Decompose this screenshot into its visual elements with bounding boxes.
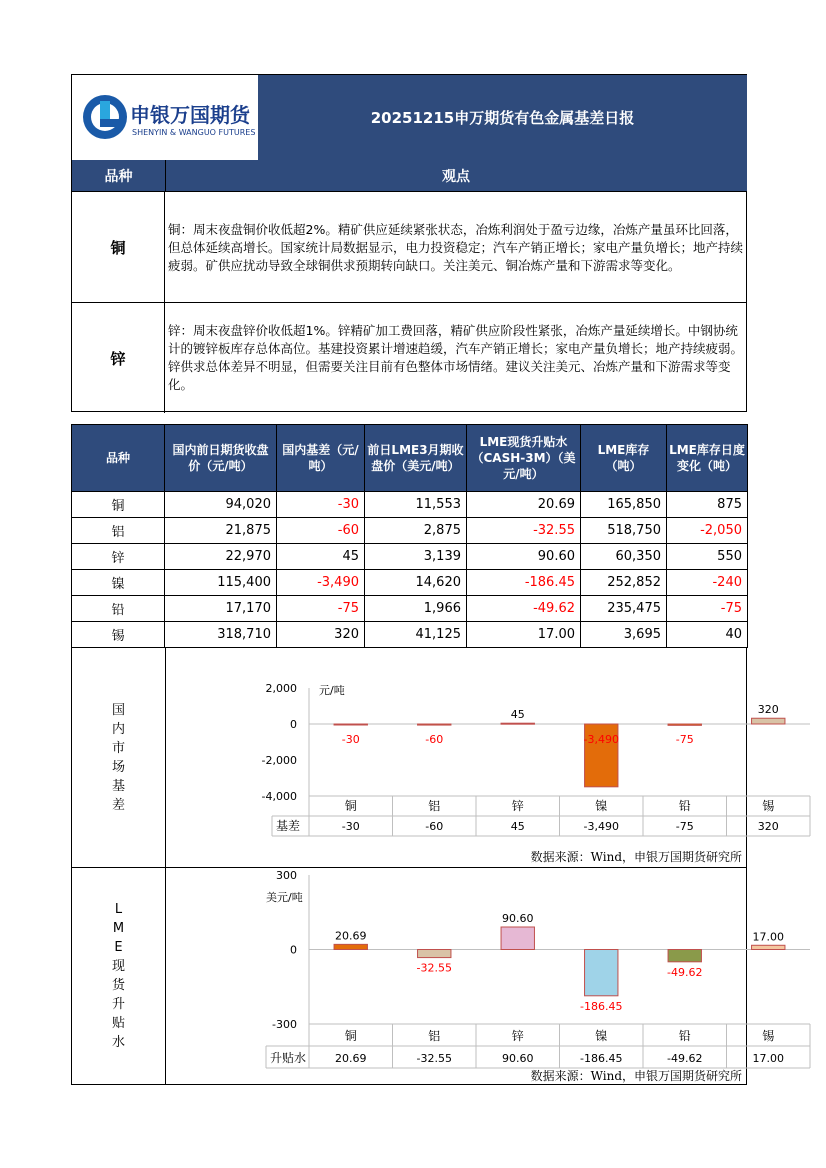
bar [334, 724, 367, 725]
y-tick-label: -300 [272, 1018, 297, 1031]
table-cell: 518,750 [581, 518, 667, 544]
table-header-cell: 前日LME3月期收盘价（美元/吨） [365, 425, 467, 492]
table-row [72, 622, 748, 648]
data-label: 320 [757, 703, 779, 717]
y-tick-label: 0 [290, 718, 297, 731]
table-cell: -240 [667, 570, 748, 596]
table-row [72, 518, 748, 544]
y-tick-label: 2,000 [265, 682, 297, 695]
y-axis-unit-label: 元/吨 [319, 684, 345, 697]
bar [752, 945, 785, 949]
table-header-cell: LME现货升贴水（CASH-3M）（美元/吨） [467, 425, 581, 492]
view-row-name: 铜 [72, 192, 165, 303]
table-row [72, 492, 748, 518]
table-cell: -2,050 [667, 518, 748, 544]
table-cell: 11,553 [365, 492, 467, 518]
table-value-label: -186.45 [580, 1052, 623, 1065]
table-value-label: -30 [341, 820, 360, 833]
data-label: 20.69 [335, 929, 367, 943]
table-cell: 21,875 [165, 518, 277, 544]
x-category-label: 铜 [344, 1029, 357, 1043]
table-cell: 318,710 [165, 622, 277, 648]
series-name-label: 升贴水 [270, 1051, 307, 1065]
report-title: 20251215申万期货有色金属基差日报 [258, 75, 747, 160]
report-header-block [71, 74, 747, 412]
views-header-row [72, 160, 747, 191]
bar [418, 950, 451, 958]
basis-data-table [71, 424, 748, 648]
bar [501, 927, 534, 949]
view-row-copper [72, 191, 747, 303]
view-row-text: 锌：周末夜盘锌价收低超1%。锌精矿加工费回落，精矿供应阶段性紧张，冶炼产量延续增长。中钢协统计的镀锌板库存总体高位。基建投资累计增速趋缓，汽车产销正增长；家电产量负增长；地产持续疲弱。锌供求总体差异不明显，但需要关注目前有色整体市场情绪。建议关注美元、冶炼产量和下游需求等变化。 [168, 323, 744, 392]
y-tick-label: 300 [276, 869, 297, 882]
table-cell: 45 [277, 544, 365, 570]
bar [418, 724, 451, 725]
table-value-label: -32.55 [416, 1052, 452, 1065]
table-header-cell: LME库存（吨） [581, 425, 667, 492]
view-row-text: 铜：周末夜盘铜价收低超2%。精矿供应延续紧张状态，冶炼利润处于盈亏边缘，冶炼产量虽环比回落，但总体延续高增长。国家统计局数据显示，电力投资稳定；汽车产销正增长；家电产量负增长；地产持续疲弱。矿供应扰动导致全球铜供求预期转向缺口。关注美元、铜冶炼产量和下游需求等变化。 [168, 221, 744, 273]
table-cell: 875 [667, 492, 748, 518]
bar [752, 718, 785, 724]
data-label: -60 [425, 733, 444, 746]
data-label: 17.00 [752, 930, 784, 944]
table-cell: 165,850 [581, 492, 667, 518]
table-value-label: -75 [675, 820, 694, 833]
x-category-label: 锌 [511, 1029, 524, 1043]
table-value-label: -49.62 [667, 1052, 703, 1065]
table-cell: 60,350 [581, 544, 667, 570]
table-row [72, 544, 748, 570]
series-name-label: 基差 [276, 819, 301, 833]
table-header-cell: 品种 [72, 425, 165, 492]
data-label: -49.62 [667, 965, 703, 979]
y-tick-label: 0 [290, 943, 297, 957]
data-source-note: 数据来源：Wind，申银万国期货研究所 [530, 1069, 742, 1083]
table-cell: 235,475 [581, 596, 667, 622]
variety-cell: 锌 [72, 544, 165, 570]
table-cell: 3,695 [581, 622, 667, 648]
variety-cell: 铝 [72, 518, 165, 544]
y-axis-unit-label: 美元/吨 [266, 891, 303, 904]
view-col-header: 观点 [442, 168, 470, 185]
bar [334, 944, 367, 949]
table-value-label: -3,490 [583, 820, 619, 833]
table-row [72, 596, 748, 622]
data-label: -186.45 [580, 999, 623, 1013]
y-tick-label: -4,000 [261, 790, 297, 803]
x-category-label: 锡 [762, 799, 775, 813]
x-category-label: 铝 [428, 1029, 441, 1043]
data-label: -32.55 [416, 961, 452, 975]
x-category-label: 锌 [511, 799, 524, 813]
table-cell: -3,490 [277, 570, 365, 596]
table-cell: 17,170 [165, 596, 277, 622]
x-category-label: 镍 [595, 799, 608, 813]
bar [585, 950, 618, 996]
table-cell: 94,020 [165, 492, 277, 518]
table-value-label: 320 [757, 820, 779, 833]
chart-side-label-text: 国内市场基差 [111, 702, 125, 813]
chart-side-label [72, 868, 166, 1084]
table-header-cell: 国内前日期货收盘价（元/吨） [165, 425, 277, 492]
data-label: 90.60 [502, 912, 534, 926]
table-cell: 2,875 [365, 518, 467, 544]
view-row-zinc [72, 302, 747, 413]
variety-cell: 铅 [72, 596, 165, 622]
data-label: -30 [341, 733, 360, 746]
x-category-label: 铝 [428, 799, 441, 813]
table-cell: 20.69 [467, 492, 581, 518]
bar [668, 950, 701, 962]
table-header-row [72, 425, 748, 492]
logo-cell [72, 75, 256, 160]
logo-chinese-text: 申银万国期货 [130, 103, 250, 127]
table-cell: -60 [277, 518, 365, 544]
bar [668, 724, 701, 725]
data-label: 45 [510, 708, 525, 722]
x-category-label: 锡 [762, 1029, 775, 1043]
lme-spread-chart-block [71, 868, 784, 1085]
table-cell: 320 [277, 622, 365, 648]
table-cell: 14,620 [365, 570, 467, 596]
variety-col-header: 品种 [72, 160, 166, 191]
table-cell: 90.60 [467, 544, 581, 570]
table-cell: -32.55 [467, 518, 581, 544]
table-cell: 40 [667, 622, 748, 648]
chart-side-label [72, 648, 166, 867]
domestic-basis-chart-block [71, 648, 779, 868]
table-cell: -30 [277, 492, 365, 518]
table-header-cell: LME库存日度变化（吨） [667, 425, 748, 492]
variety-cell: 锡 [72, 622, 165, 648]
logo-english-text: SHENYIN & WANGUO FUTURES [132, 128, 256, 137]
data-label: -75 [675, 733, 694, 746]
table-value-label: 45 [510, 820, 525, 833]
table-row [72, 570, 748, 596]
table-cell: 41,125 [365, 622, 467, 648]
table-cell: -75 [277, 596, 365, 622]
data-label: -3,490 [583, 733, 619, 746]
bar [501, 723, 534, 724]
variety-cell: 铜 [72, 492, 165, 518]
chart-side-label-text: LME现货升贴水 [111, 902, 125, 1050]
view-row-name: 锌 [72, 303, 165, 413]
data-source-note: 数据来源：Wind，申银万国期货研究所 [530, 850, 742, 864]
variety-cell: 镍 [72, 570, 165, 596]
table-cell: 1,966 [365, 596, 467, 622]
table-value-label: 90.60 [502, 1052, 534, 1065]
x-category-label: 铅 [678, 1029, 691, 1043]
x-category-label: 铜 [344, 799, 357, 813]
table-cell: -49.62 [467, 596, 581, 622]
x-category-label: 铅 [678, 799, 691, 813]
table-cell: -186.45 [467, 570, 581, 596]
lme-spread-chart [166, 868, 784, 1083]
table-cell: 252,852 [581, 570, 667, 596]
table-value-label: 17.00 [752, 1052, 784, 1065]
table-cell: 115,400 [165, 570, 277, 596]
y-tick-label: -2,000 [261, 754, 297, 767]
domestic-basis-chart [166, 648, 779, 866]
table-cell: 22,970 [165, 544, 277, 570]
table-cell: 3,139 [365, 544, 467, 570]
table-value-label: -60 [425, 820, 444, 833]
table-cell: -75 [667, 596, 748, 622]
x-category-label: 镍 [595, 1029, 608, 1043]
table-cell: 17.00 [467, 622, 581, 648]
table-header-cell: 国内基差（元/吨） [277, 425, 365, 492]
table-value-label: 20.69 [335, 1052, 367, 1065]
table-cell: 550 [667, 544, 748, 570]
